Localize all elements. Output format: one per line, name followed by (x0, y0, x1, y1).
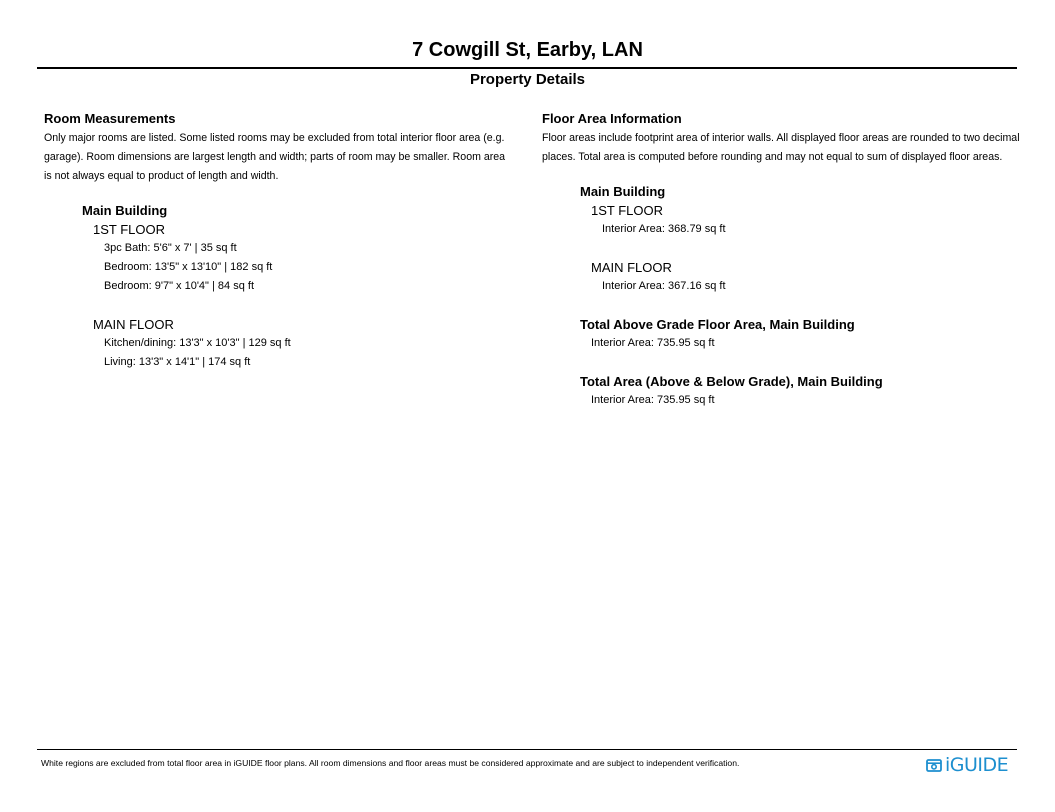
room-item: Living: 13'3" x 14'1" | 174 sq ft (104, 356, 251, 368)
floor-name: 1ST FLOOR (93, 222, 166, 237)
title-divider (37, 67, 1017, 69)
floor-name: 1ST FLOOR (591, 203, 664, 218)
page-subtitle: Property Details (469, 71, 586, 88)
room-item: 3pc Bath: 5'6" x 7' | 35 sq ft (104, 242, 237, 254)
page-title: 7 Cowgill St, Earby, LAN (412, 39, 643, 61)
room-item: Kitchen/dining: 13'3" x 10'3" | 129 sq ft (104, 337, 291, 349)
logo-text: iGUIDE (945, 754, 1009, 776)
footer-disclaimer: White regions are excluded from total floor area in iGUIDE floor plans. All room dimensions and floor areas must be considered approximate and are subject to independent verification. (41, 758, 740, 768)
floor-area-value: Interior Area: 367.16 sq ft (602, 280, 726, 292)
floor-area-heading: Floor Area Information (542, 111, 682, 126)
total-area-heading: Total Above Grade Floor Area, Main Building (580, 317, 855, 332)
room-measurements-section (44, 110, 514, 391)
room-measurements-description: Only major rooms are listed. Some listed rooms may be excluded from total interior floor area (e.g. garage). Room dimensions are largest length and width; parts of room may be smaller. Room area is not always equal to product of length and width. (44, 132, 506, 182)
building-name: Main Building (580, 184, 666, 199)
floor-name: MAIN FLOOR (93, 317, 174, 332)
total-area-value: Interior Area: 735.95 sq ft (591, 394, 715, 406)
floor-area-value: Interior Area: 368.79 sq ft (602, 223, 726, 235)
total-area-value: Interior Area: 735.95 sq ft (591, 337, 715, 349)
building-name: Main Building (82, 203, 168, 218)
room-item: Bedroom: 13'5" x 13'10" | 182 sq ft (104, 261, 273, 273)
floor-block (82, 315, 514, 372)
camera-icon (926, 757, 942, 773)
room-measurements-heading: Room Measurements (44, 111, 176, 126)
floor-block (580, 201, 1022, 239)
floor-block (82, 220, 514, 296)
floor-block (580, 258, 1022, 296)
total-area-block (580, 372, 1022, 410)
total-area-block (580, 315, 1022, 353)
floor-area-building (542, 182, 1022, 410)
floor-name: MAIN FLOOR (591, 260, 672, 275)
room-item: Bedroom: 9'7" x 10'4" | 84 sq ft (104, 280, 255, 292)
iguide-logo (926, 754, 1008, 776)
floor-area-description: Floor areas include footprint area of interior walls. All displayed floor areas are rounded to two decimal places. Total area is computed before rounding and may not equal to sum of displayed floor areas. (542, 132, 1020, 163)
total-area-heading: Total Area (Above & Below Grade), Main Building (580, 374, 883, 389)
room-measurements-building (44, 201, 514, 372)
floor-area-section (542, 110, 1022, 429)
footer-divider (37, 749, 1017, 750)
